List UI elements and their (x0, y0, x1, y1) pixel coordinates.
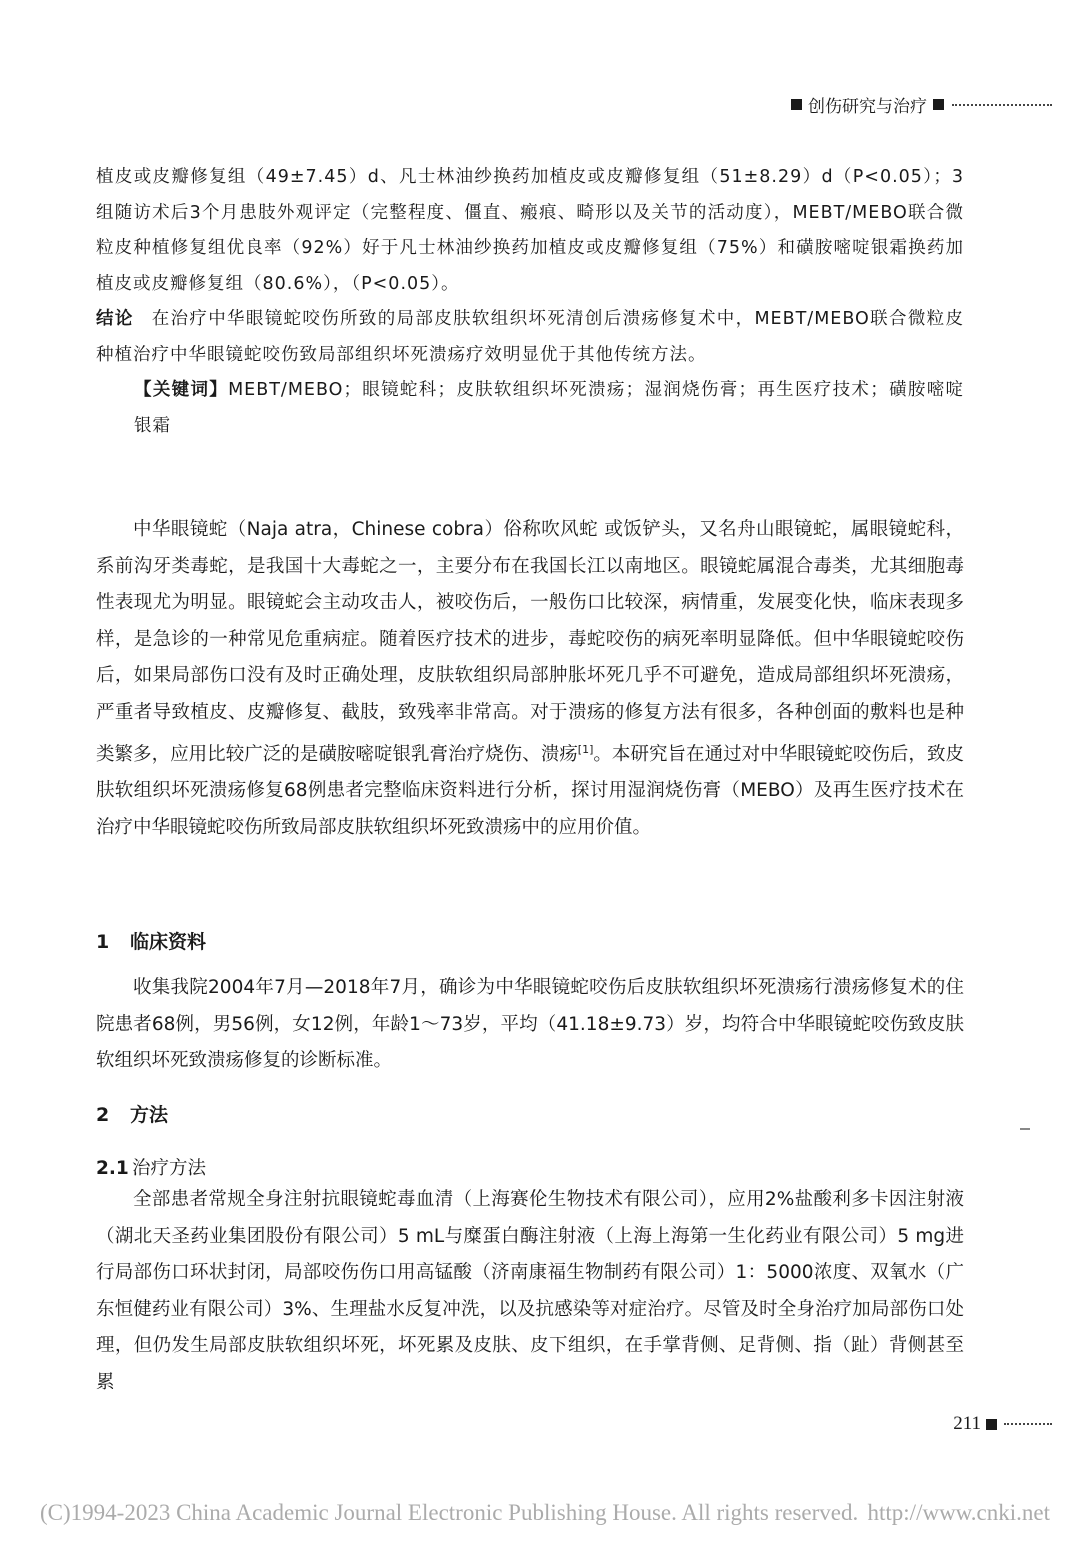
abstract-results: 植皮或皮瓣修复组（49±7.45）d、凡士林油纱换药加植皮或皮瓣修复组（51±8.29）d（P<0.05）；3组随访术后3个月患肢外观评定（完整程度、僵直、瘢痕、畸形以及关节的活动度），MEBT/MEBO联合微粒皮种植修复组优良率（92%）好于凡士林油纱换药加植皮或皮瓣修复组（75%）和磺胺嘧啶银霜换药加植皮或皮瓣修复组（80.6%），（P<0.05）。 (96, 167, 964, 294)
section-number: 2 (96, 1104, 110, 1126)
section-title: 方法 (130, 1104, 169, 1126)
section-1-paragraph: 收集我院2004年7月—2018年7月，确诊为中华眼镜蛇咬伤后皮肤软组织坏死溃疡行溃疡修复术的住院患者68例，男56例，女12例，年龄1～73岁，平均（41.18±9.73）岁，均符合中华眼镜蛇咬伤致皮肤软组织坏死致溃疡修复的诊断标准。 (96, 977, 964, 1072)
cnki-url[interactable]: http://www.cnki.net (867, 1500, 1050, 1525)
abstract (96, 160, 964, 444)
section-2-1-paragraph: 全部患者常规全身注射抗眼镜蛇毒血清（上海赛伦生物技术有限公司），应用2%盐酸利多卡因注射液（湖北天圣药业集团股份有限公司）5 mL与糜蛋白酶注射液（上海上海第一生化药业有限公司）5 mg进行局部伤口环状封闭，局部咬伤伤口用高锰酸（济南康福生物制药有限公司）1：5000浓度、双氧水（广东恒健药业有限公司）3%、生理盐水反复冲洗，以及抗感染等对症治疗。尽管及时全身治疗加局部伤口处理，但仍发生局部皮肤软组织坏死，坏死累及皮肤、皮下组织，在手掌背侧、足背侧、指（趾）背侧甚至累 (96, 1189, 964, 1393)
conclusion-label: 结论 (96, 309, 134, 329)
page-number: 211 (953, 1413, 981, 1434)
subsection-title: 治疗方法 (132, 1158, 207, 1179)
abstract-conclusion (96, 302, 964, 373)
section-1-body (96, 970, 964, 1080)
section-number: 1 (96, 931, 110, 953)
intro-text-a: 中华眼镜蛇（Naja atra，Chinese cobra）俗称吹风蛇 或饭铲头，又名舟山眼镜蛇，属眼镜蛇科，系前沟牙类毒蛇，是我国十大毒蛇之一，主要分布在我国长江以南地区。眼镜蛇属混合毒类，尤其细胞毒性表现尤为明显。眼镜蛇会主动攻击人，被咬伤后，一般伤口比较深，病情重，发展变化快，临床表现多样，是急诊的一种常见危重病症。随着医疗技术的进步，毒蛇咬伤的病死率明显降低。但中华眼镜蛇咬伤后，如果局部伤口没有及时正确处理，皮肤软组织局部肿胀坏死几乎不可避免，造成局部组织坏死溃疡，严重者导致植皮、皮瓣修复、截肢，致残率非常高。对于溃疡的修复方法有很多，各种创面的敷料也是种类繁多，应用比较广泛的是磺胺嘧啶银乳膏治疗烧伤、溃疡 (96, 519, 964, 765)
conclusion-text: 在治疗中华眼镜蛇咬伤所致的局部皮肤软组织坏死清创后溃疡修复术中，MEBT/MEBO联合微粒皮种植治疗中华眼镜蛇咬伤致局部组织坏死溃疡疗效明显优于其他传统方法。 (96, 309, 965, 365)
keywords (96, 373, 964, 444)
section-heading-1 (96, 927, 206, 954)
running-header (791, 92, 1052, 117)
copyright-bar (40, 1500, 1050, 1526)
square-bullet-icon (791, 99, 802, 110)
subsection-number: 2.1 (96, 1158, 129, 1179)
section-heading-2 (96, 1100, 168, 1127)
section-title: 临床资料 (130, 931, 207, 953)
dotted-rule (1004, 1423, 1052, 1425)
section-title: 创伤研究与治疗 (808, 97, 927, 117)
section-2-1-body (96, 1182, 964, 1402)
reference-1[interactable]: [1] (577, 742, 594, 756)
copyright-text: (C)1994-2023 China Academic Journal Electronic Publishing House. All rights reserved. (40, 1500, 859, 1525)
intro-paragraph (96, 512, 964, 847)
keywords-label: 【关键词】 (134, 380, 229, 400)
keywords-text: MEBT/MEBO；眼镜蛇科；皮肤软组织坏死溃疡；湿润烧伤膏；再生医疗技术；磺胺嘧啶银霜 (134, 380, 965, 436)
square-bullet-icon (986, 1419, 997, 1430)
square-bullet-icon (933, 99, 944, 110)
intro-text-b: 。本研究旨在通过对中华眼镜蛇咬伤后，致皮肤软组织坏死溃疡修复68例患者完整临床资料进行分析，探讨用湿润烧伤膏（MEBO）及再生医疗技术在治疗中华眼镜蛇咬伤所致局部皮肤软组织坏死致溃疡中的应用价值。 (96, 743, 964, 838)
scan-mark (1020, 1128, 1030, 1130)
page-footer (953, 1413, 1052, 1435)
subsection-heading-2-1 (96, 1154, 206, 1180)
introduction (96, 512, 964, 847)
dotted-rule (952, 104, 1052, 106)
